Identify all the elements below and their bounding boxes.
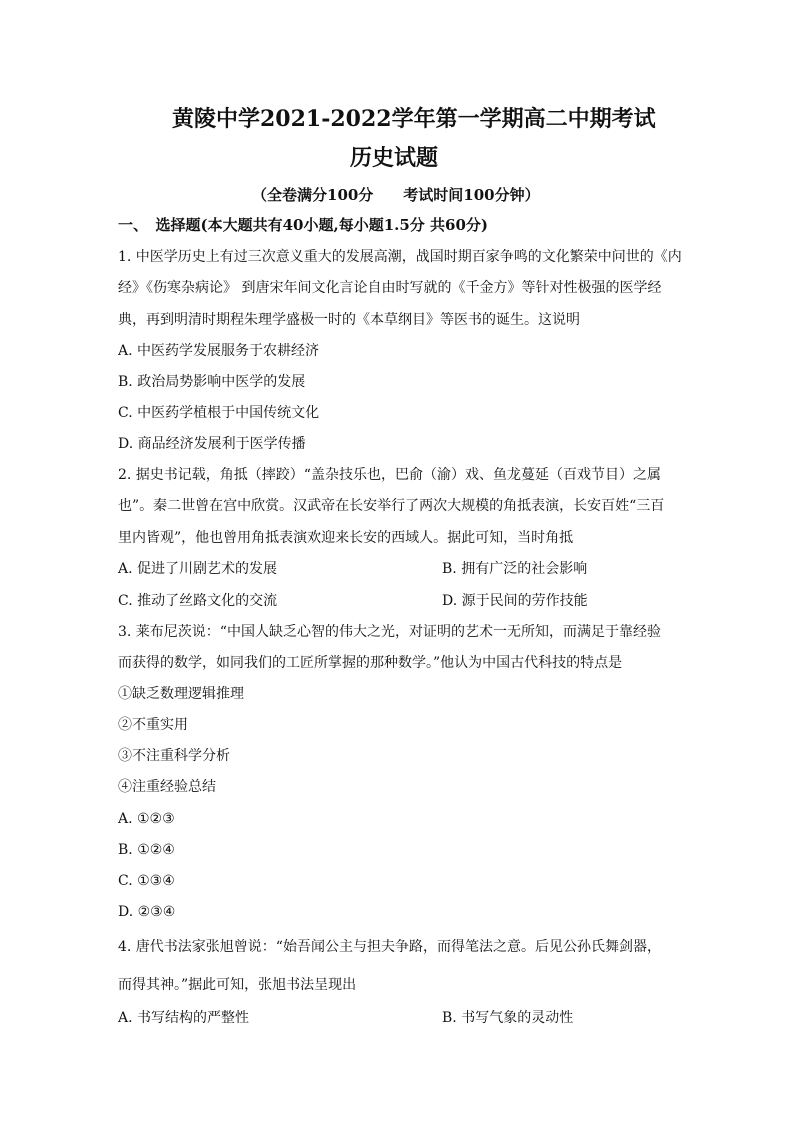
question-3-item-4: ④注重经验总结 (118, 779, 216, 795)
question-2-option-c: C. 推动了丝路文化的交流 (118, 593, 278, 609)
question-3-option-c: C. ①③④ (118, 873, 175, 889)
question-3-text-line-2: 而获得的数学，如同我们的工匠所掌握的那种数学。”他认为中国古代科技的特点是 (118, 655, 623, 671)
question-4-text-line-1-part-a: 4. 唐代书法家张旭曾说：“始吾闻公主与担夫争路，而得笔法之意 (118, 939, 521, 955)
section-heading: 一、 选择题(本大题共有40小题,每小题1.5分 共60分) (118, 216, 488, 234)
question-3-text-line-1: 3. 莱布尼茨说：“中国人缺乏心智的伟大之光，对证明的艺术一无所知，而满足于靠经验 (118, 624, 661, 640)
question-2-option-b: B. 拥有广泛的社会影响 (442, 561, 588, 577)
question-3-option-a: A. ①②③ (118, 811, 175, 827)
question-1-option-b: B. 政治局势影响中医学的发展 (118, 374, 306, 390)
question-4-text-line-1 (118, 940, 661, 954)
question-1-option-c: C. 中医药学植根于中国传统文化 (118, 405, 320, 421)
question-3-item-2: ②不重实用 (118, 717, 188, 733)
exam-subject: 历史试题 (350, 145, 439, 171)
question-4-text-line-2: 而得其神。”据此可知，张旭书法呈现出 (118, 977, 357, 993)
question-2-option-d: D. 源于民间的劳作技能 (442, 593, 588, 609)
question-3-option-b: B. ①②④ (118, 842, 175, 858)
question-2-option-a: A. 促进了川剧艺术的发展 (118, 561, 278, 577)
question-4-option-b: B. 书写气象的灵动性 (442, 1010, 574, 1026)
question-3-item-3: ③不注重科学分析 (118, 748, 230, 764)
question-4-text-line-1-part-b: 。后见公孙氏舞剑器， (520, 939, 661, 955)
question-3-option-d: D. ②③④ (118, 904, 176, 920)
question-2-text-line-2: 也”。秦二世曾在宫中欣赏。汉武帝在长安举行了两次大规模的角抵表演，长安百姓“三百 (118, 498, 665, 514)
question-2-text-line-3: 里内皆观”，他也曾用角抵表演欢迎来长安的西域人。据此可知，当时角抵 (118, 530, 574, 546)
question-1-text-line-1: 1. 中医学历史上有过三次意义重大的发展高潮，战国时期百家争鸣的文化繁荣中问世的《内 (118, 249, 682, 265)
exam-title: 黄陵中学2021-2022学年第一学期高二中期考试 (172, 106, 656, 132)
question-1-text-line-3: 典，再到明清时期程朱理学盛极一时的《本草纲目》等医书的诞生。这说明 (118, 312, 580, 328)
exam-info: （全卷满分100分 考试时间100分钟） (252, 186, 540, 204)
question-1-option-a: A. 中医药学发展服务于农耕经济 (118, 343, 320, 359)
question-4-option-a: A. 书写结构的严整性 (118, 1010, 250, 1026)
question-3-item-1: ①缺乏数理逻辑推理 (118, 686, 244, 702)
question-2-text-line-1: 2. 据史书记载，角抵（摔跤）“盖杂技乐也，巴俞（渝）戏、鱼龙蔓延（百戏节目）之属 (118, 467, 661, 483)
question-1-option-d: D. 商品经济发展利于医学传播 (118, 436, 306, 452)
question-1-text-line-2: 经》《伤寒杂病论》 到唐宋年间文化言论自由时写就的《千金方》等针对性极强的医学经 (118, 280, 662, 296)
